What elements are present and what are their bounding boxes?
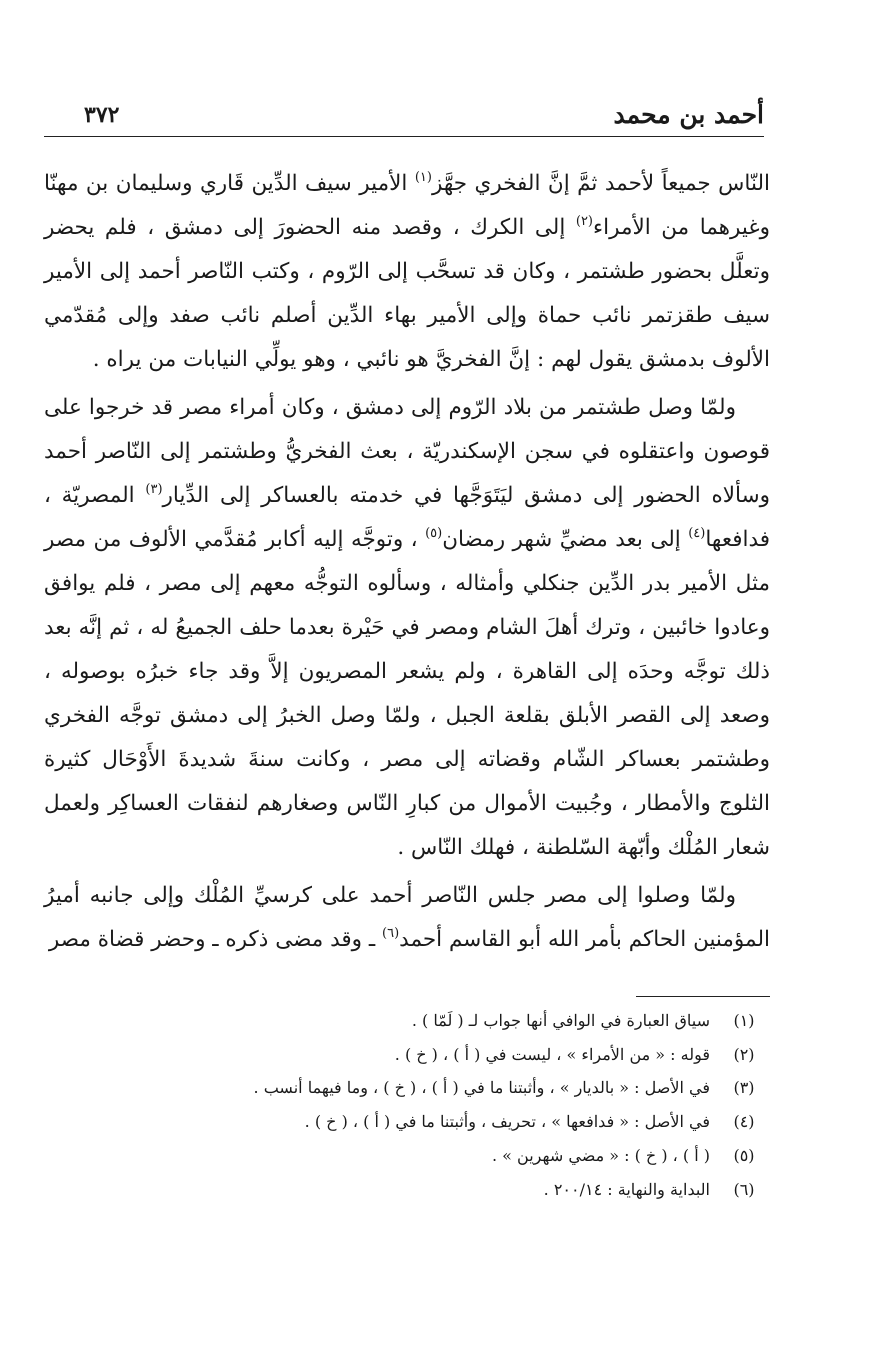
text-run: ولمّا وصل طشتمر من بلاد الرّوم إلى دمشق ، وكان أمراء مصر قد خرجوا على قوصون واعتقلوه في سجن الإسكندريّة ، بعث الفخريُّ وطشتمر إلى النّاصر أحمد وسألاه الحضور إلى دمشق ليَتَوَجَّها في خدمته بالعساكر إلى الدِّيار: [44, 395, 770, 508]
footnote: [44, 1139, 770, 1173]
footnote: [44, 1038, 770, 1072]
footnote-number: (٥): [733, 1145, 755, 1165]
footnote-marker: (١): [414, 170, 432, 185]
footnote-marker: (٢): [575, 214, 593, 229]
footnote-marker: (٦): [382, 926, 400, 941]
footnote-text: سياق العبارة في الوافي أنها جواب لـ ( لَمّا ) .: [411, 1011, 710, 1030]
page-header: [44, 100, 764, 137]
paragraph: [44, 386, 770, 870]
footnote-number: (٦): [733, 1179, 755, 1199]
text-run: المصريّة ، فدافعها: [44, 483, 771, 552]
footnote-text: البداية والنهاية : ٢٠٠/١٤ .: [543, 1179, 710, 1199]
text-run: الأمير سيف الدِّين قَاري وسليمان بن مهنّا وغيرهما من الأمراء: [44, 171, 770, 240]
footnote-number: (٢): [733, 1044, 755, 1064]
text-run: إلى بعد مضيِّ شهر رمضان: [442, 527, 689, 552]
text-run: النّاس جميعاً لأحمد ثمَّ إنَّ الفخري جهَّز: [431, 171, 770, 196]
footnote-separator: [636, 996, 770, 997]
text-run: ـ وقد مضى ذكره ـ وحضر قضاة مصر: [48, 927, 383, 952]
footnote-text: في الأصل : « فدافعها » ، تحريف ، وأثبتنا ما في ( أ ) ، ( خ ) .: [304, 1112, 710, 1132]
footnote-marker: (٤): [688, 526, 706, 541]
footnote: [44, 1173, 770, 1207]
footnote-text: ( أ ) ، ( خ ) : « مضي شهرين » .: [491, 1145, 710, 1165]
footnote: [44, 1071, 770, 1105]
page-number: ٣٧٢: [84, 102, 120, 128]
footnote-marker: (٥): [425, 526, 443, 541]
running-title: أحمد بن محمد: [613, 100, 764, 129]
footnote-marker: (٣): [145, 482, 163, 497]
footnote-text: في الأصل : « بالديار » ، وأثبتنا ما في ( أ ) ، ( خ ) ، وما فيهما أنسب .: [253, 1078, 710, 1098]
footnote-number: (١): [733, 1011, 755, 1030]
footnote-number: (٣): [733, 1078, 755, 1098]
footnote: [44, 1105, 770, 1139]
main-text: [44, 162, 770, 962]
footnote-number: (٤): [733, 1112, 755, 1132]
paragraph: [44, 162, 770, 382]
paragraph: [44, 874, 770, 962]
footnotes: [44, 1004, 770, 1206]
text-run: ولمّا وصلوا إلى مصر جلس النّاصر أحمد على كرسيِّ المُلْك وإلى جانبه أميرُ المؤمنين الحاكم بأمر الله أبو القاسم أحمد: [44, 883, 770, 952]
footnote-text: قوله : « من الأمراء » ، ليست في ( أ ) ، ( خ ) .: [394, 1044, 710, 1064]
text-run: إلى الكرك ، وقصد منه الحضورَ إلى دمشق ، فلم يحضر وتعلَّل بحضور طشتمر ، وكان قد تسحَّب إلى الرّوم ، وكتب النّاصر أحمد إلى الأمير سيف طقزتمر نائب حماة وإلى الأمير بهاء الدِّين أصلم نائب صفد وإلى مُقدّمي الألوف بدمشق يقول لهم : إنَّ الفخريَّ هو نائبي ، وهو يولِّي النيابات من يراه .: [44, 215, 770, 372]
text-run: ، وتوجَّه إليه أكابر مُقدَّمي الألوف من مصر مثل الأمير بدر الدِّين جنكلي وأمثاله ، وسألوه التوجُّه معهم إلى مصر ، فلم يوافق وعادوا خائبين ، وترك أهلَ الشام ومصر في حَيْرة بعدما حلف الجميعُ له ، ثم إنَّه بعد ذلك توجَّه وحدَه إلى القاهرة ، ولم يشعر المصريون إلاَّ وقد جاء خبرُه بوصوله ، وصعد إلى القصر الأبلق بقلعة الجبل ، ولمّا وصل الخبرُ إلى دمشق توجَّه الفخري وطشتمر بعساكر الشّام وقضاته إلى مصر ، وكانت سنةَ شديدةَ الأَوْحَال كثيرة الثلوج والأمطار ، وجُبيت الأموال من كبارِ النّاس وصغارهم لنفقات العساكِر ولعمل شعار المُلْك وأبّهة السّلطنة ، فهلك النّاس .: [44, 527, 770, 860]
footnote: [44, 1004, 770, 1038]
